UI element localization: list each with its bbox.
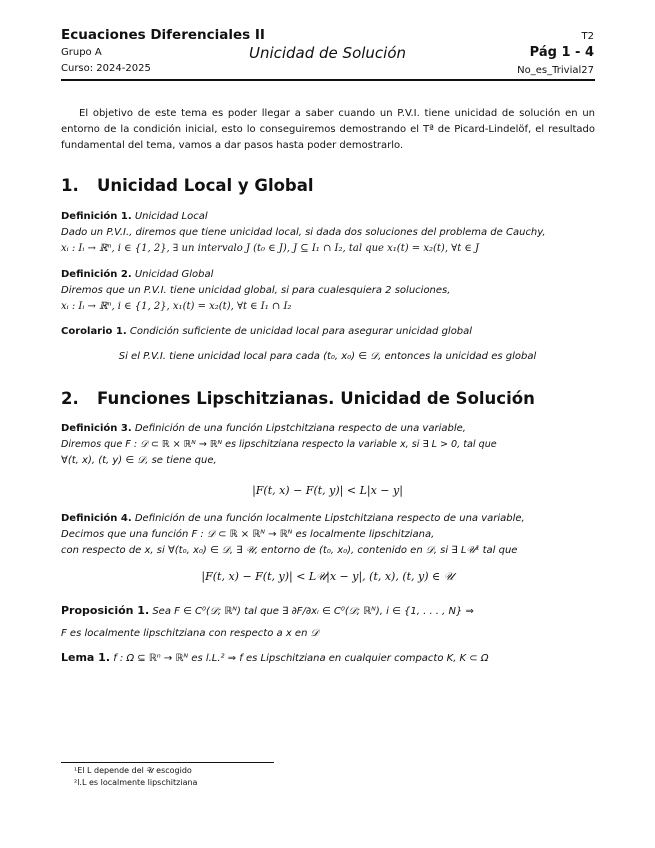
definition-label: Definición 2. [61,269,132,280]
section-title: Unicidad Local y Global [97,176,314,195]
header-rule [61,79,595,81]
lemma-1 [61,650,489,667]
proposition-1-line-1 [61,603,474,620]
definition-3-formula: |F(t, x) − F(t, y)| < L|x − y| [252,484,403,497]
definition-4-line-2: con respecto de x, si ∀(t₀, x₀) ∈ 𝒟, ∃ 𝒰, entorno de (t₀, x₀), contenido en 𝒟, si ∃ L𝒰¹ tal que [61,545,518,556]
group-label: Grupo A [61,47,102,58]
definition-2-text: Diremos que un P.V.I. tiene unicidad global, si para cualesquiera 2 soluciones, [61,285,451,296]
definition-3-line-2: ∀(t, x), (t, y) ∈ 𝒟, se tiene que, [61,455,217,466]
proposition-label: Proposición 1. [61,604,150,617]
topic-title: Unicidad de Solución [248,44,407,62]
author-label: No_es_Trivial27 [517,65,594,76]
section-2-heading [61,389,535,408]
definition-1-heading [61,209,208,225]
section-number: 1. [61,176,79,195]
course-year: Curso: 2024-2025 [61,63,151,74]
corollary-1-text: Si el P.V.I. tiene unicidad local para cada (t₀, x₀) ∈ 𝒟, entonces la unicidad es global [118,351,537,362]
footnote-rule [61,762,274,763]
definition-label: Definición 1. [61,211,132,222]
definition-name: Definición de una función localmente Lipstchitziana respecto de una variable, [134,513,525,524]
section-title: Funciones Lipschitzianas. Unicidad de Solución [97,389,535,408]
footnote-2: ²l.L es localmente lipschitziana [74,778,198,787]
definition-name: Unicidad Global [134,269,214,280]
theme-label: T2 [581,31,594,42]
definition-3-line-1: Diremos que F : 𝒟 ⊂ ℝ × ℝᴺ → ℝᴺ es lipschitziana respecto la variable x, si ∃ L > 0, tal que [61,439,497,450]
corollary-name: Condición suficiente de unicidad local para asegurar unicidad global [129,326,473,337]
course-title: Ecuaciones Diferenciales II [61,27,265,43]
definition-label: Definición 4. [61,513,132,524]
definition-1-text: Dado un P.V.I., diremos que tiene unicidad local, si dada dos soluciones del problema de Cauchy, [61,227,546,238]
footnote-1: ¹El L depende del 𝒰 escogido [74,766,192,775]
definition-3-heading [61,421,466,437]
page-indicator: Pág 1 - 4 [529,45,594,60]
definition-1-formula: xᵢ : Iᵢ → ℝⁿ, i ∈ {1, 2}, ∃ un intervalo J (t₀ ∈ J), J ⊆ I₁ ∩ I₂, tal que x₁(t) = x₂(t), ∀t ∈ J [61,243,479,254]
corollary-1-heading [61,324,472,340]
definition-2-heading [61,267,213,283]
section-1-heading [61,176,314,195]
section-number: 2. [61,389,79,408]
definition-name: Definición de una función Lipstchitziana respecto de una variable, [134,423,466,434]
definition-label: Definición 3. [61,423,132,434]
corollary-label: Corolario 1. [61,326,127,337]
proposition-1-line-2: F es localmente lipschitziana con respecto a x en 𝒟 [61,628,319,639]
definition-name: Unicidad Local [134,211,208,222]
lemma-label: Lema 1. [61,651,111,664]
definition-2-formula: xᵢ : Iᵢ → ℝⁿ, i ∈ {1, 2}, x₁(t) = x₂(t), ∀t ∈ I₁ ∩ I₂ [61,301,292,312]
lemma-text: f : Ω ⊆ ℝⁿ → ℝᴺ es l.L.² ⇒ f es Lipschitziana en cualquier compacto K, K ⊂ Ω [113,653,489,664]
intro-paragraph: El objetivo de este tema es poder llegar a saber cuando un P.V.I. tiene unicidad de solución en un entorno de la condición inicial, esto lo conseguiremos demostrando el Tª de Picard-Lindelöf, el resultado fundamental del tema, vamos a dar pasos hasta poder demostrarlo. [61,108,595,151]
definition-4-heading [61,511,525,527]
definition-4-line-1: Decimos que una función F : 𝒟 ⊂ ℝ × ℝᴺ → ℝᴺ es localmente lipschitziana, [61,529,435,540]
proposition-text: Sea F ∈ C⁰(𝒟; ℝᴺ) tal que ∃ ∂F/∂xᵢ ∈ C⁰(𝒟; ℝᴺ), i ∈ {1, . . . , N} ⇒ [152,606,474,617]
definition-4-formula: |F(t, x) − F(t, y)| < L𝒰|x − y|, (t, x), (t, y) ∈ 𝒰 [201,570,454,583]
